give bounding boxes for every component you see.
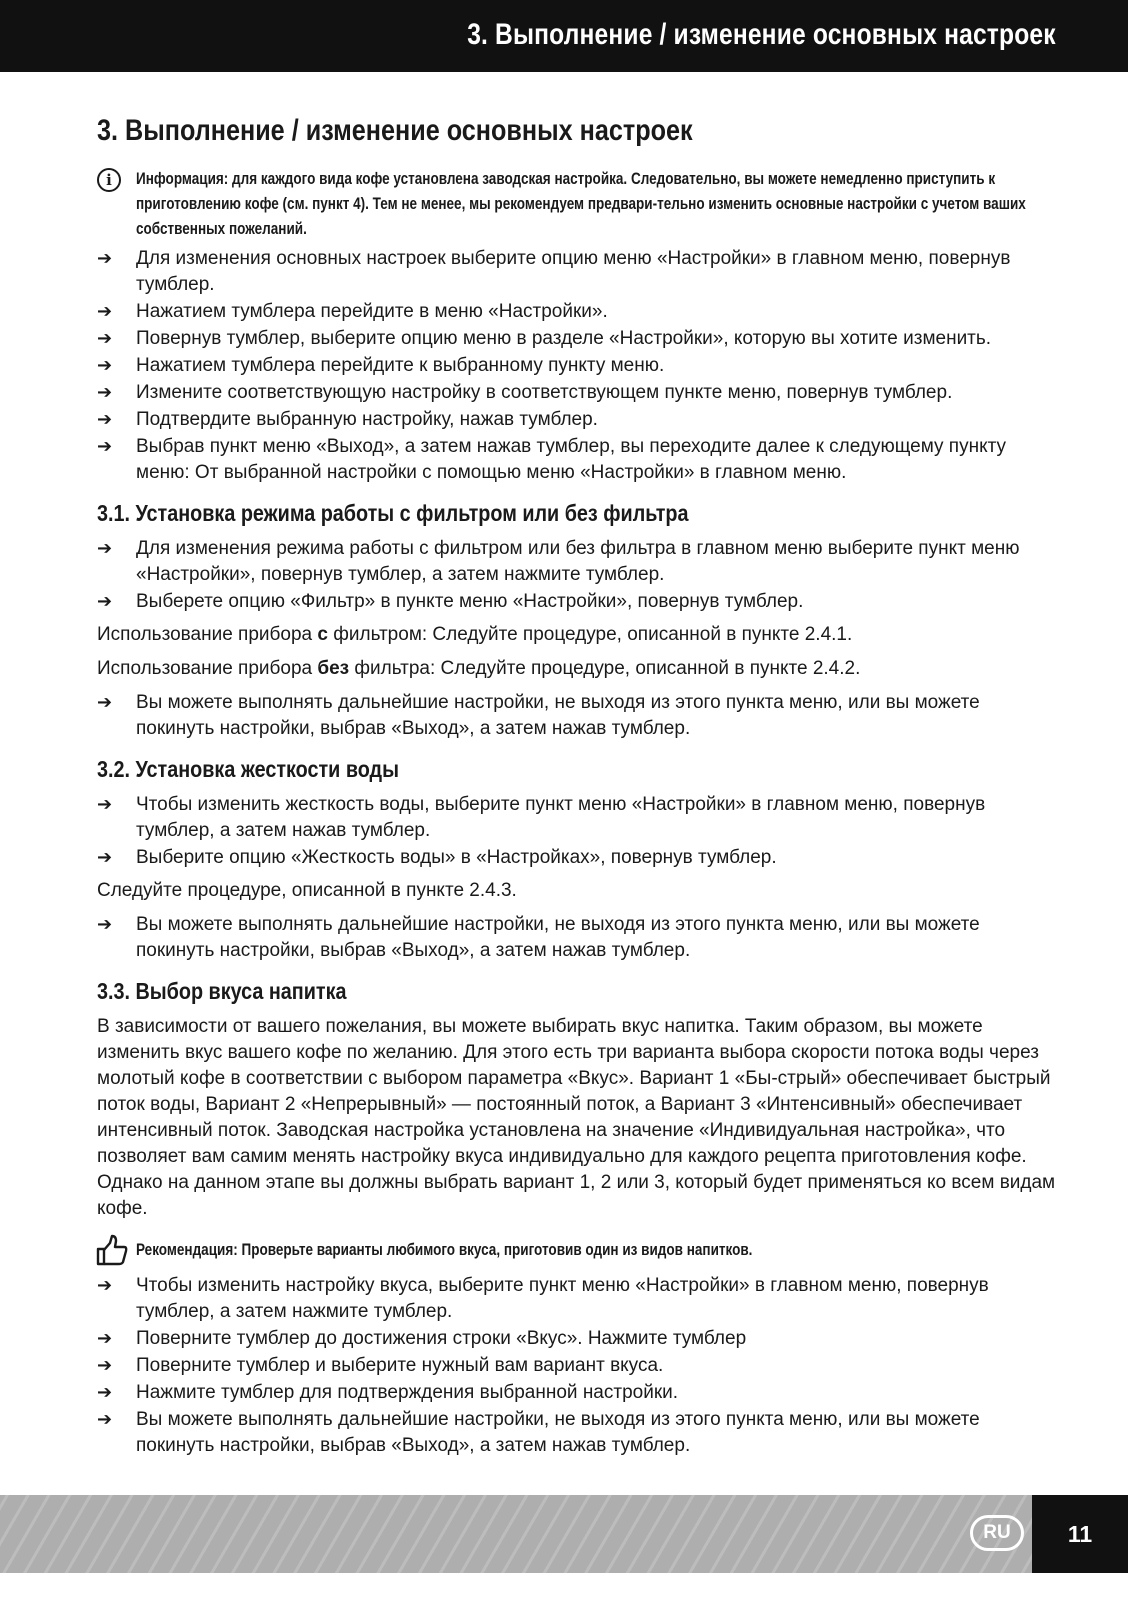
section-3-1-steps — [97, 536, 1057, 615]
arrow-right-icon: ➔ — [97, 538, 113, 559]
note-bold: без — [317, 658, 350, 679]
step-text: Выберите опцию «Жесткость воды» в «Настройках», повернув тумблер. — [136, 847, 777, 868]
list-item — [97, 912, 1057, 964]
step-text: Для изменения основных настроек выберите опцию меню «Настройки» в главном меню, повернув тумблер. — [136, 248, 1011, 295]
arrow-right-icon: ➔ — [97, 355, 113, 376]
info-circle-icon: i — [97, 168, 121, 192]
step-text: Для изменения режима работы с фильтром или без фильтра в главном меню выберите пункт меню «Настройки», повернув тумблер, а затем нажмите тумблер. — [136, 538, 1020, 585]
thumbs-up-icon — [95, 1234, 129, 1266]
arrow-right-icon: ➔ — [97, 409, 113, 430]
list-item — [97, 380, 1057, 406]
recommendation-note — [97, 1238, 1057, 1263]
list-item — [97, 536, 1057, 588]
without-filter-note — [97, 656, 1057, 682]
list-item — [97, 326, 1057, 352]
procedure-note: Следуйте процедуре, описанной в пункте 2.4.3. — [97, 880, 517, 901]
arrow-right-icon: ➔ — [97, 328, 113, 349]
step-text: Нажмите тумблер для подтверждения выбранной настройки. — [136, 1382, 679, 1403]
step-text: Нажатием тумблера перейдите к выбранному пункту меню. — [136, 355, 665, 376]
list-item — [97, 1407, 1057, 1459]
list-item — [97, 792, 1057, 844]
page-number-box — [1032, 1495, 1128, 1573]
section-3-1-title: 3.1. Установка режима работы с фильтром или без фильтра — [97, 500, 689, 526]
note-suffix: фильтром: Следуйте процедуре, описанной в пункте 2.4.1. — [327, 624, 853, 645]
info-text: Информация: для каждого вида кофе установлена заводская настройка. Следовательно, вы можете немедленно приступить к приготовлению кофе (см. пункт 4). Тем не менее, мы рекомендуем предвари-тельно изменить основные настройки с учетом ваших собственных пожеланий. — [136, 170, 1026, 238]
step-text: Чтобы изменить жесткость воды, выберите пункт меню «Настройки» в главном меню, повернув тумблер, а затем нажав тумблер. — [136, 794, 986, 841]
note-prefix: Использование прибора — [97, 624, 318, 645]
step-text: Поверните тумблер и выберите нужный вам вариант вкуса. — [136, 1355, 664, 1376]
taste-paragraph: В зависимости от вашего пожелания, вы можете выбирать вкус напитка. Таким образом, вы можете изменить вкус вашего кофе по желанию. Для этого есть три варианта выбора скорости потока воды через молотый кофе в соответствии с выбором параметра «Вкус». Вариант 1 «Бы-стрый» обеспечивает быстрый поток воды, Вариант 2 «Непрерывный» — постоянный поток, а Вариант 3 «Интенсивный» обеспечивает интенсивный поток. Заводская настройка установлена на значение «Индивидуальная настройка», что позволяет вам самим менять настройку вкуса индивидуально для каждого рецепта приготовления кофе. Однако на данном этапе вы должны выбрать вариант 1, 2 или 3, который будет применяться ко всем видам кофе. — [97, 1016, 1056, 1219]
step-text: Чтобы изменить настройку вкуса, выберите пункт меню «Настройки» в главном меню, повернув тумблер, а затем нажмите тумблер. — [136, 1275, 989, 1322]
arrow-right-icon: ➔ — [97, 692, 113, 713]
section-3-2-title: 3.2. Установка жесткости воды — [97, 756, 399, 782]
page-content — [97, 112, 1057, 1463]
step-text: Вы можете выполнять дальнейшие настройки, не выходя из этого пункта меню, или вы можете покинуть настройки, выбрав «Выход», а затем нажав тумблер. — [136, 914, 980, 961]
step-text: Поверните тумблер до достижения строки «Вкус». Нажмите тумблер — [136, 1328, 747, 1349]
list-item — [97, 434, 1057, 486]
section-3-1-steps-after — [97, 690, 1057, 742]
list-item — [97, 299, 1057, 325]
arrow-right-icon: ➔ — [97, 914, 113, 935]
list-item — [97, 589, 1057, 615]
arrow-right-icon: ➔ — [97, 1355, 113, 1376]
list-item — [97, 1326, 1057, 1352]
header-bar — [0, 0, 1128, 72]
arrow-right-icon: ➔ — [97, 248, 113, 269]
step-text: Повернув тумблер, выберите опцию меню в разделе «Настройки», которую вы хотите изменить. — [136, 328, 992, 349]
step-text: Нажатием тумблера перейдите в меню «Настройки». — [136, 301, 608, 322]
with-filter-note — [97, 622, 1057, 648]
footer-bar — [0, 1495, 1128, 1573]
footer-margin — [0, 1573, 1128, 1601]
list-item — [97, 690, 1057, 742]
list-item — [97, 845, 1057, 871]
arrow-right-icon: ➔ — [97, 794, 113, 815]
arrow-right-icon: ➔ — [97, 382, 113, 403]
step-text: Вы можете выполнять дальнейшие настройки, не выходя из этого пункта меню, или вы можете покинуть настройки, выбрав «Выход», а затем нажав тумблер. — [136, 1409, 980, 1456]
arrow-right-icon: ➔ — [97, 436, 113, 457]
language-badge: RU — [970, 1515, 1024, 1551]
note-suffix: фильтра: Следуйте процедуре, описанной в пункте 2.4.2. — [349, 658, 861, 679]
list-item — [97, 407, 1057, 433]
list-item — [97, 1273, 1057, 1325]
arrow-right-icon: ➔ — [97, 1275, 113, 1296]
arrow-right-icon: ➔ — [97, 591, 113, 612]
recommendation-text: Рекомендация: Проверьте варианты любимого вкуса, приготовив один из видов напитков. — [136, 1241, 753, 1259]
step-text: Выберете опцию «Фильтр» в пункте меню «Настройки», повернув тумблер. — [136, 591, 804, 612]
list-item — [97, 353, 1057, 379]
list-item — [97, 1380, 1057, 1406]
section-3-steps — [97, 246, 1057, 486]
step-text: Подтвердите выбранную настройку, нажав тумблер. — [136, 409, 598, 430]
page-number: 11 — [1067, 1521, 1093, 1547]
step-text: Измените соответствующую настройку в соответствующем пункте меню, повернув тумблер. — [136, 382, 953, 403]
step-text: Выбрав пункт меню «Выход», а затем нажав тумблер, вы переходите далее к следующему пункту меню: От выбранной настройки с помощью меню «Настройки» в главном меню. — [136, 436, 1007, 483]
arrow-right-icon: ➔ — [97, 301, 113, 322]
section-3-3-title: 3.3. Выбор вкуса напитка — [97, 978, 347, 1004]
info-note — [97, 167, 1057, 242]
arrow-right-icon: ➔ — [97, 1409, 113, 1430]
section-3-2-steps-after — [97, 912, 1057, 964]
arrow-right-icon: ➔ — [97, 1328, 113, 1349]
note-prefix: Использование прибора — [97, 658, 318, 679]
header-title: 3. Выполнение / изменение основных настроек — [467, 18, 1056, 51]
list-item — [97, 246, 1057, 298]
section-3-title: 3. Выполнение / изменение основных настроек — [97, 114, 693, 147]
section-3-2-steps — [97, 792, 1057, 871]
section-3-3-steps — [97, 1273, 1057, 1459]
arrow-right-icon: ➔ — [97, 847, 113, 868]
arrow-right-icon: ➔ — [97, 1382, 113, 1403]
step-text: Вы можете выполнять дальнейшие настройки, не выходя из этого пункта меню, или вы можете покинуть настройки, выбрав «Выход», а затем нажав тумблер. — [136, 692, 980, 739]
list-item — [97, 1353, 1057, 1379]
note-bold: с — [317, 624, 328, 645]
